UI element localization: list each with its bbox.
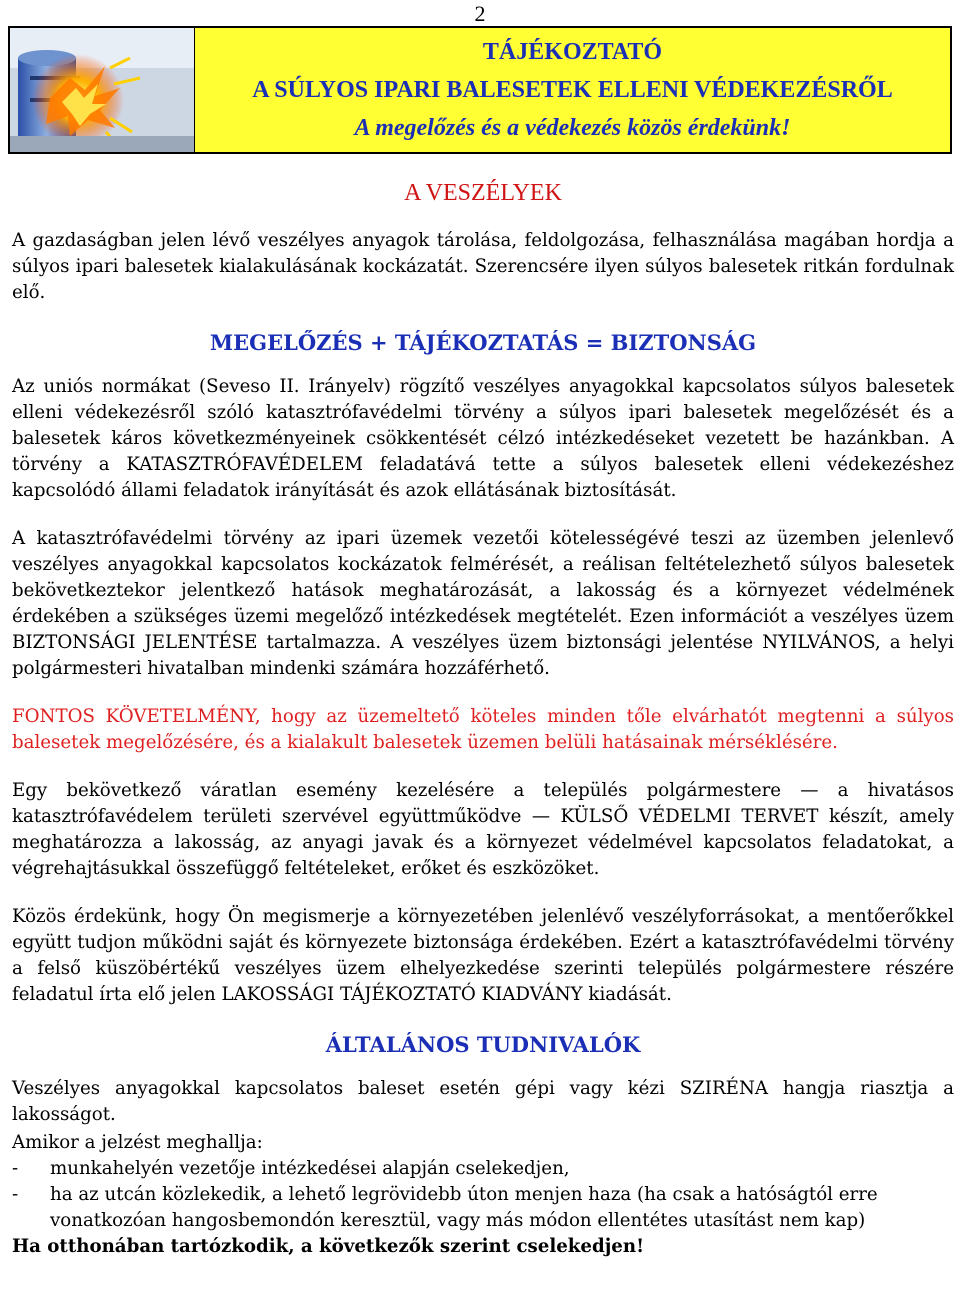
paragraph-seveso: Az uniós normákat (Seveso II. Irányelv) rögzítő veszélyes anyagokkal kapcsolatos súlyos balesetek elleni védekezésről szóló katasztrófavédelmi törvény a súlyos ipari balesetek megelőzését és a balesetek káros következményeinek csökkentését célzó intézkedéseket vezetett be hazánkban. A törvény a KATASZTRÓFAVÉDELEM feladatává tette a súlyos balesetek elleni védekezéshez kapcsolódó állami feladatok irányítását és azok ellátásának biztosítását.	[12, 376, 954, 501]
paragraph-dangers: A gazdaságban jelen lévő veszélyes anyagok tárolása, feldolgozása, felhasználása magában hordja a súlyos ipari balesetek kialakulásának kockázatát. Szerencsére ilyen súlyos balesetek ritkán fordulnak elő.	[12, 230, 954, 303]
list-dash: -	[12, 1184, 19, 1205]
paragraph-siren: Veszélyes anyagokkal kapcsolatos baleset esetén gépi vagy kézi SZIRÉNA hangja riasztja a lakosságot.	[12, 1078, 954, 1125]
header-title-area	[194, 28, 950, 152]
list-item-text: munkahelyén vezetője intézkedései alapján cselekedjen,	[50, 1158, 570, 1179]
list-lead: Amikor a jelzést meghallja:	[12, 1132, 263, 1153]
list-item	[12, 1156, 954, 1182]
industrial-fire-illustration-icon	[10, 28, 194, 152]
list-item	[12, 1182, 954, 1234]
list-dash: -	[12, 1158, 19, 1179]
section-title-general-info: ÁLTALÁNOS TUDNIVALÓK	[325, 1032, 641, 1057]
paragraph-important-requirement: FONTOS KÖVETELMÉNY, hogy az üzemeltető köteles minden tőle elvárhatót megtenni a súlyos balesetek megelőzésére, és a kialakult balesetek üzemen belüli hatásainak mérséklésére.	[12, 706, 954, 753]
header-banner	[8, 26, 952, 154]
list-item-text: ha az utcán közlekedik, a lehető legrövidebb úton menjen haza (ha csak a hatóságtól erre vonatkozóan hangosbemondón keresztül, vagy más módon ellentétes utasítást nem kap)	[50, 1184, 878, 1231]
section-title-prevention: MEGELŐZÉS + TÁJÉKOZTATÁS = BIZTONSÁG	[209, 330, 757, 355]
page-number: 2	[474, 1, 486, 26]
final-instruction: Ha otthonában tartózkodik, a következők szerint cselekedjen!	[12, 1236, 645, 1257]
section-title-dangers: A VESZÉLYEK	[404, 180, 562, 206]
instruction-list	[12, 1156, 954, 1234]
header-slogan: A megelőzés és a védekezés közös érdekünk!	[354, 115, 791, 141]
paragraph-external-plan: Egy bekövetkező váratlan esemény kezelésére a település polgármestere — a hivatásos katasztrófavédelem területi szervével együttműködve — KÜLSŐ VÉDELMI TERVET készít, amely meghatározza a lakosság, az anyagi javak és a környezet védelmével kapcsolatos feladatokat, a végrehajtásukkal összefüggő feltételeket, erőket és eszközöket.	[12, 780, 954, 879]
header-title: TÁJÉKOZTATÓ	[482, 39, 663, 65]
paragraph-common-interest: Közös érdekünk, hogy Ön megismerje a környezetében jelenlévő veszélyforrásokat, a mentőerőkkel együtt tudjon működni saját és környezete biztonsága érdekében. Ezért a katasztrófavédelmi törvény a felső küszöbértékű veszélyes üzem elhelyezkedése szerinti település polgármestere részére feladatul írta elő jelen LAKOSSÁGI TÁJÉKOZTATÓ KIADVÁNY kiadását.	[12, 906, 954, 1005]
header-subtitle: A SÚLYOS IPARI BALESETEK ELLENI VÉDEKEZÉSRŐL	[252, 77, 893, 103]
document-body	[12, 178, 954, 1260]
paragraph-law-duties: A katasztrófavédelmi törvény az ipari üzemek vezetői kötelességévé teszi az üzemben jelenlevő veszélyes anyagokkal kapcsolatos kockázatok felmérését, a reálisan feltételezhető súlyos balesetek bekövetkeztekor jelentkező hatások meghatározását, a lakosság és a környezet védelmének érdekében a szükséges üzemi megelőző intézkedések megtételét. Ezen információt a veszélyes üzem BIZTONSÁGI JELENTÉSE tartalmazza. A veszélyes üzem biztonsági jelentése NYILVÁNOS, a helyi polgármesteri hivatalban mindenki számára hozzáférhető.	[12, 528, 954, 679]
